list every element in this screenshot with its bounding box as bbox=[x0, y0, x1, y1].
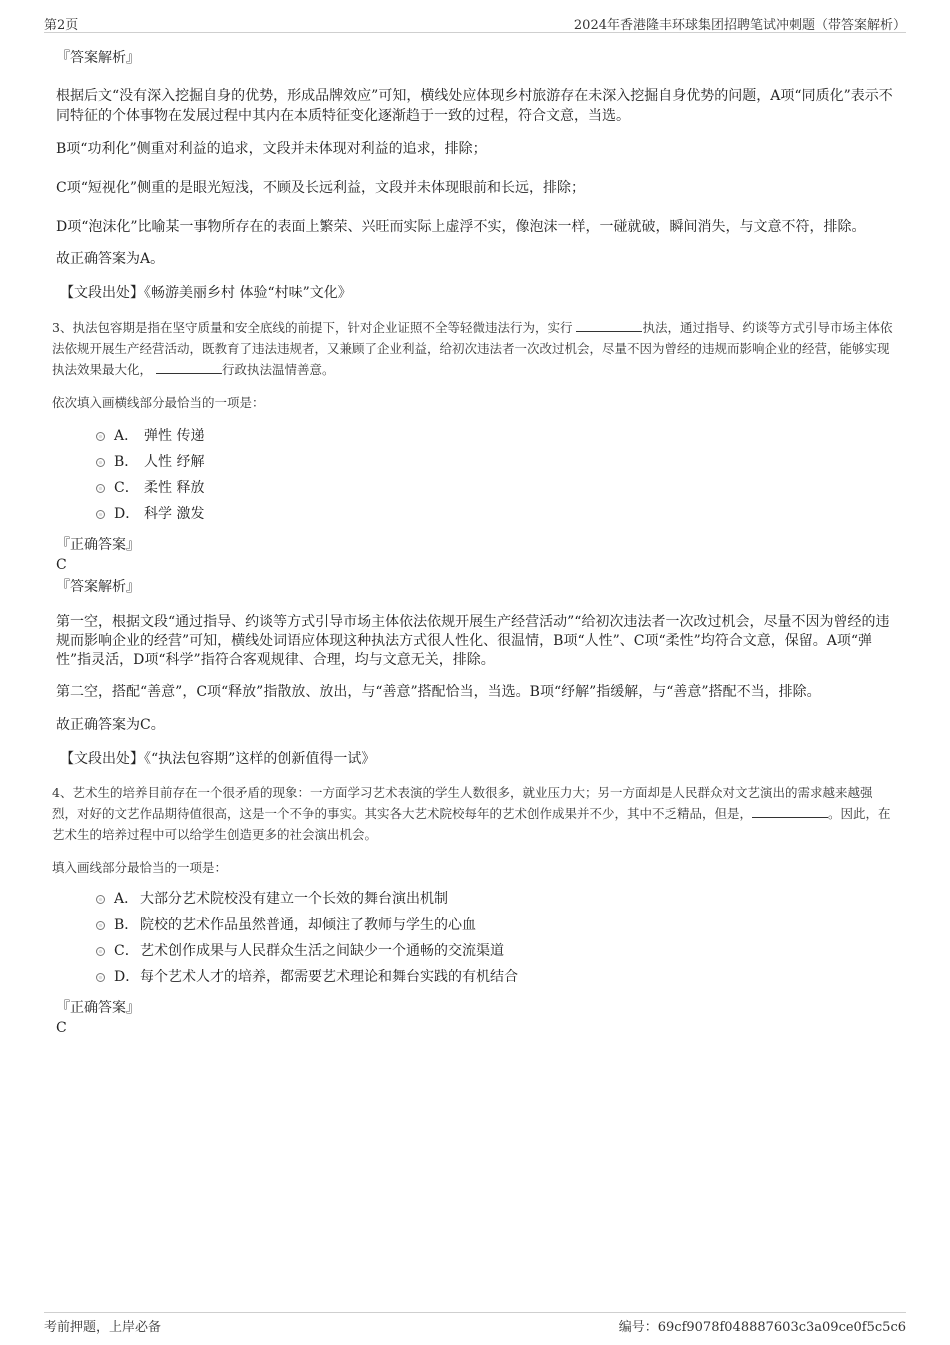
source-citation: 【文段出处】《“执法包容期”这样的创新值得一试》 bbox=[60, 751, 376, 767]
question-stem: 3、执法包容期是指在坚守质量和安全底线的前提下，针对企业证照不全等轻微违法行为，实行 执法，通过指导、约谈等方式引导市场主体依法依规开展生产经营活动，既教育了违法违规者，又兼顾了企业利益，给初次违法者一次改过机会，尽量不因为曾经的违规而影响企业的经营，能够实现执法效果最大化， 行政执法温情善意。 bbox=[52, 320, 893, 377]
question-instruction: 依次填入画横线部分最恰当的一项是： bbox=[52, 395, 265, 410]
radio-icon[interactable] bbox=[96, 510, 105, 519]
answer-value: C bbox=[56, 557, 67, 573]
option-d[interactable]: D． 科学 激发 bbox=[96, 501, 896, 527]
radio-icon[interactable] bbox=[96, 947, 105, 956]
analysis-label: 『答案解析』 bbox=[56, 579, 140, 595]
radio-icon[interactable] bbox=[96, 458, 105, 467]
option-c[interactable]: C． 柔性 释放 bbox=[96, 475, 896, 501]
radio-icon[interactable] bbox=[96, 973, 105, 982]
answer-label: 『正确答案』 bbox=[56, 1000, 140, 1016]
fill-blank bbox=[576, 319, 642, 332]
option-a[interactable]: A． 大部分艺术院校没有建立一个长效的舞台演出机制 bbox=[96, 886, 896, 912]
analysis-paragraph: 第二空，搭配“善意”，C项“释放”指散放、放出，与“善意”搭配恰当，当选。B项“纾解”指缓解，与“善意”搭配不当，排除。 bbox=[56, 684, 821, 700]
option-a[interactable]: A． 弹性 传递 bbox=[96, 423, 896, 449]
question-instruction: 填入画线部分最恰当的一项是： bbox=[52, 860, 228, 875]
footer-slogan: 考前押题，上岸必备 bbox=[44, 1320, 162, 1335]
fill-blank bbox=[752, 805, 828, 818]
analysis-paragraph: 根据后文“没有深入挖掘自身的优势，形成品牌效应”可知，横线处应体现乡村旅游存在未深入挖掘自身优势的问题，A项“同质化”表示不同特征的个体事物在发展过程中其内在本质特征变化逐渐趋于一致的过程，符合文意，当选。 bbox=[56, 88, 893, 124]
options-list bbox=[96, 423, 896, 527]
radio-icon[interactable] bbox=[96, 895, 105, 904]
analysis-conclusion: 故正确答案为C。 bbox=[56, 717, 165, 733]
analysis-paragraph: D项“泡沫化”比喻某一事物所存在的表面上繁荣、兴旺而实际上虚浮不实，像泡沫一样，一碰就破，瞬间消失，与文意不符，排除。 bbox=[56, 219, 866, 235]
analysis-conclusion: 故正确答案为A。 bbox=[56, 251, 165, 267]
analysis-paragraph: 第一空，根据文段“通过指导、约谈等方式引导市场主体依法依规开展生产经营活动”“给初次违法者一次改过机会，尽量不因为曾经的违规而影响企业的经营”可知，横线处词语应体现这种执法方式很人性化、很温情，B项“人性”、C项“柔性”均符合文意，保留。A项“弹性”指灵活，D项“科学”指符合客观规律、合理，均与文意无关，排除。 bbox=[56, 614, 890, 668]
page-content bbox=[52, 42, 896, 1038]
answer-value: C bbox=[56, 1020, 67, 1036]
radio-icon[interactable] bbox=[96, 921, 105, 930]
question-stem: 4、艺术生的培养目前存在一个很矛盾的现象：一方面学习艺术表演的学生人数很多，就业压力大；另一方面却是人民群众对文艺演出的需求越来越强烈，对好的文艺作品期待值很高，这是一个不争的事实。其实各大艺术院校每年的艺术创作成果并不少，其中不乏精品，但是， 。因此，在艺术生的培养过程中可以给学生创造更多的社会演出机会。 bbox=[52, 785, 891, 842]
radio-icon[interactable] bbox=[96, 484, 105, 493]
option-b[interactable]: B． 院校的艺术作品虽然普通，却倾注了教师与学生的心血 bbox=[96, 912, 896, 938]
option-d[interactable]: D．每个艺术人才的培养，都需要艺术理论和舞台实践的有机结合 bbox=[96, 964, 896, 990]
page-number: 第2页 bbox=[44, 18, 79, 33]
radio-icon[interactable] bbox=[96, 432, 105, 441]
document-code: 编号：69cf9078f048887603c3a09ce0f5c5c6 bbox=[618, 1320, 906, 1335]
page-header bbox=[44, 12, 906, 33]
answer-label: 『正确答案』 bbox=[56, 537, 140, 553]
analysis-label: 『答案解析』 bbox=[56, 50, 140, 66]
page-footer bbox=[44, 1312, 906, 1335]
options-list bbox=[96, 886, 896, 990]
fill-blank bbox=[156, 361, 222, 374]
option-b[interactable]: B． 人性 纾解 bbox=[96, 449, 896, 475]
analysis-paragraph: B项“功利化”侧重对利益的追求，文段并未体现对利益的追求，排除； bbox=[56, 141, 487, 157]
source-citation: 【文段出处】《畅游美丽乡村 体验“村味”文化》 bbox=[60, 285, 352, 301]
document-title: 2024年香港隆丰环球集团招聘笔试冲刺题（带答案解析） bbox=[573, 18, 906, 33]
analysis-paragraph: C项“短视化”侧重的是眼光短浅，不顾及长远利益，文段并未体现眼前和长远，排除； bbox=[56, 180, 586, 196]
option-c[interactable]: C．艺术创作成果与人民群众生活之间缺少一个通畅的交流渠道 bbox=[96, 938, 896, 964]
